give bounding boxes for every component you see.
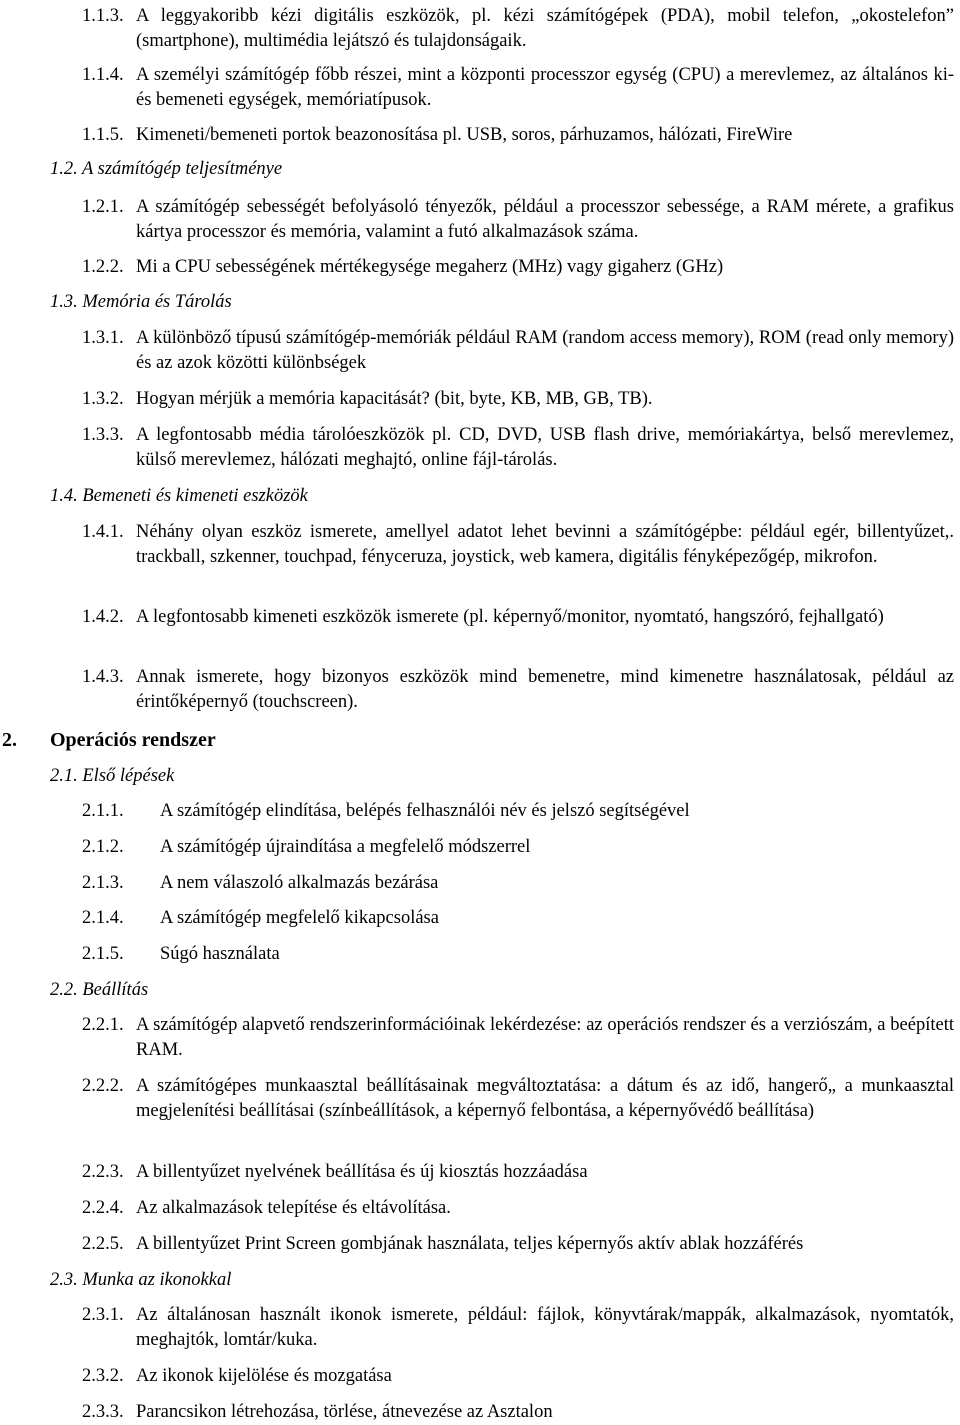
section-heading-2-1 <box>50 764 174 789</box>
item-text: Kimeneti/bemeneti portok beazonosítása pl. USB, soros, párhuzamos, hálózati, FireWire <box>136 125 793 145</box>
section-number: 1.3. <box>50 292 78 312</box>
section-title: Beállítás <box>82 980 149 1000</box>
item-text: A legfontosabb média tárolóeszközök pl. CD, DVD, USB flash drive, memóriakártya, belső merevlemez, külső merevlemez, hálózati meghajtó, online fájl-tárolás. <box>136 425 954 470</box>
section-heading-1-4 <box>50 484 308 509</box>
section-number: 1.2. <box>50 159 78 179</box>
item-text: A legfontosabb kimeneti eszközök ismerete (pl. képernyő/monitor, nyomtató, hangszóró, fejhallgató) <box>136 607 884 627</box>
item-number: 1.4.1. <box>82 522 124 542</box>
item-text: Az ikonok kijelölése és mozgatása <box>136 1366 392 1386</box>
chapter-title: Operációs rendszer <box>50 729 216 751</box>
item-number: 1.2.1. <box>82 197 124 217</box>
item-number: 1.3.2. <box>82 389 124 409</box>
item-number: 2.3.2. <box>82 1366 124 1386</box>
item-1-1-3 <box>82 4 954 54</box>
item-1-2-1 <box>82 195 954 245</box>
item-1-4-3 <box>82 665 954 715</box>
item-number: 2.3.3. <box>82 1402 124 1422</box>
section-number: 2.1. <box>50 766 78 786</box>
item-2-2-5 <box>82 1232 954 1257</box>
item-number: 2.1.5. <box>82 944 124 964</box>
item-2-3-1 <box>82 1303 954 1353</box>
item-text: A számítógépes munkaasztal beállításainak megváltoztatása: a dátum és az idő, hangerő„ a munkaasztal megjelenítési beállításai (színbeállítások, a képernyő felbontása, a képernyővédő beállítása) <box>136 1076 954 1121</box>
item-1-4-2 <box>82 605 954 630</box>
section-heading-2-3 <box>50 1268 231 1293</box>
item-text: Mi a CPU sebességének mértékegysége megaherz (MHz) vagy gigaherz (GHz) <box>136 257 724 277</box>
section-heading-1-2 <box>50 157 282 182</box>
item-text: Az általánosan használt ikonok ismerete, például: fájlok, könyvtárak/mappák, alkalmazások, nyomtatók, meghajtók, lomtár/kuka. <box>136 1305 954 1350</box>
item-number: 1.2.2. <box>82 257 124 277</box>
item-text: A leggyakoribb kézi digitális eszközök, pl. kézi számítógépek (PDA), mobil telefon, „okostelefon” (smartphone), multimédia lejátszó és tulajdonságaik. <box>136 6 954 51</box>
item-text: Hogyan mérjük a memória kapacitását? (bit, byte, KB, MB, GB, TB). <box>136 389 653 409</box>
item-1-4-1 <box>82 520 954 570</box>
item-2-3-3 <box>82 1400 954 1425</box>
item-number: 2.1.1. <box>82 801 124 821</box>
item-text: A számítógép újraindítása a megfelelő módszerrel <box>160 837 531 857</box>
item-1-3-1 <box>82 326 954 376</box>
section-title: Munka az ikonokkal <box>82 1270 232 1290</box>
item-2-1-3 <box>82 871 954 896</box>
item-2-2-2 <box>82 1074 954 1124</box>
section-number: 2.2. <box>50 980 78 1000</box>
item-number: 2.1.2. <box>82 837 124 857</box>
item-number: 2.1.4. <box>82 908 124 928</box>
item-number: 2.2.2. <box>82 1076 124 1096</box>
section-title: Bemeneti és kimeneti eszközök <box>82 486 308 506</box>
item-number: 1.4.3. <box>82 667 124 687</box>
item-number: 2.3.1. <box>82 1305 124 1325</box>
item-text: A billentyűzet Print Screen gombjának használata, teljes képernyős aktív ablak hozzáférés <box>136 1234 804 1254</box>
item-1-2-2 <box>82 255 954 280</box>
item-2-2-1 <box>82 1013 954 1063</box>
item-2-1-1 <box>82 799 954 824</box>
item-number: 2.1.3. <box>82 873 124 893</box>
chapter-heading-2 <box>2 728 216 753</box>
item-text: Súgó használata <box>160 944 280 964</box>
item-text: A számítógép sebességét befolyásoló tényezők, például a processzor sebessége, a RAM mérete, a grafikus kártya processzor és memória, valamint a futó alkalmazások száma. <box>136 197 954 242</box>
item-text: Néhány olyan eszköz ismerete, amellyel adatot lehet bevinni a számítógépbe: például egér, billentyűzet,. trackball, szkenner, touchpad, fényceruza, joystick, web kamera, digitális fényképezőgép, mikrofon. <box>136 522 954 567</box>
item-text: Annak ismerete, hogy bizonyos eszközök mind bemenetre, mind kimenetre használatosak, például az érintőképernyő (touchscreen). <box>136 667 954 712</box>
item-text: A billentyűzet nyelvének beállítása és új kiosztás hozzáadása <box>136 1162 588 1182</box>
item-1-3-2 <box>82 387 954 412</box>
item-text: A számítógép elindítása, belépés felhasználói név és jelszó segítségével <box>160 801 690 821</box>
item-text: A különböző típusú számítógép-memóriák például RAM (random access memory), ROM (read only memory) és az azok közötti különbségek <box>136 328 954 373</box>
item-2-1-4 <box>82 906 954 931</box>
section-number: 2.3. <box>50 1270 78 1290</box>
section-title: Első lépések <box>82 766 175 786</box>
item-number: 1.1.3. <box>82 6 124 26</box>
item-text: Az alkalmazások telepítése és eltávolítása. <box>136 1198 451 1218</box>
item-text: A személyi számítógép főbb részei, mint a központi processzor egység (CPU) a merevlemez, az általános ki- és bemeneti egységek, memóriatípusok. <box>136 65 954 110</box>
item-number: 1.3.3. <box>82 425 124 445</box>
item-number: 2.2.3. <box>82 1162 124 1182</box>
item-2-2-3 <box>82 1160 954 1185</box>
item-number: 2.2.1. <box>82 1015 124 1035</box>
item-number: 2.2.4. <box>82 1198 124 1218</box>
item-text: A számítógép alapvető rendszerinformációinak lekérdezése: az operációs rendszer és a verziószám, a beépített RAM. <box>136 1015 954 1060</box>
section-heading-1-3 <box>50 290 232 315</box>
section-title: Memória és Tárolás <box>82 292 232 312</box>
item-number: 1.3.1. <box>82 328 124 348</box>
item-number: 1.1.5. <box>82 125 124 145</box>
item-number: 2.2.5. <box>82 1234 124 1254</box>
item-2-3-2 <box>82 1364 954 1389</box>
item-1-1-4 <box>82 63 954 113</box>
item-2-2-4 <box>82 1196 954 1221</box>
section-heading-2-2 <box>50 978 148 1003</box>
item-1-1-5 <box>82 123 954 148</box>
section-title: A számítógép teljesítménye <box>82 159 283 179</box>
item-number: 1.1.4. <box>82 65 124 85</box>
item-text: A nem válaszoló alkalmazás bezárása <box>160 873 439 893</box>
item-text: Parancsikon létrehozása, törlése, átnevezése az Asztalon <box>136 1402 553 1422</box>
item-text: A számítógép megfelelő kikapcsolása <box>160 908 439 928</box>
item-2-1-2 <box>82 835 954 860</box>
item-number: 1.4.2. <box>82 607 124 627</box>
item-1-3-3 <box>82 423 954 473</box>
item-2-1-5 <box>82 942 954 967</box>
chapter-number: 2. <box>2 729 17 751</box>
section-number: 1.4. <box>50 486 78 506</box>
